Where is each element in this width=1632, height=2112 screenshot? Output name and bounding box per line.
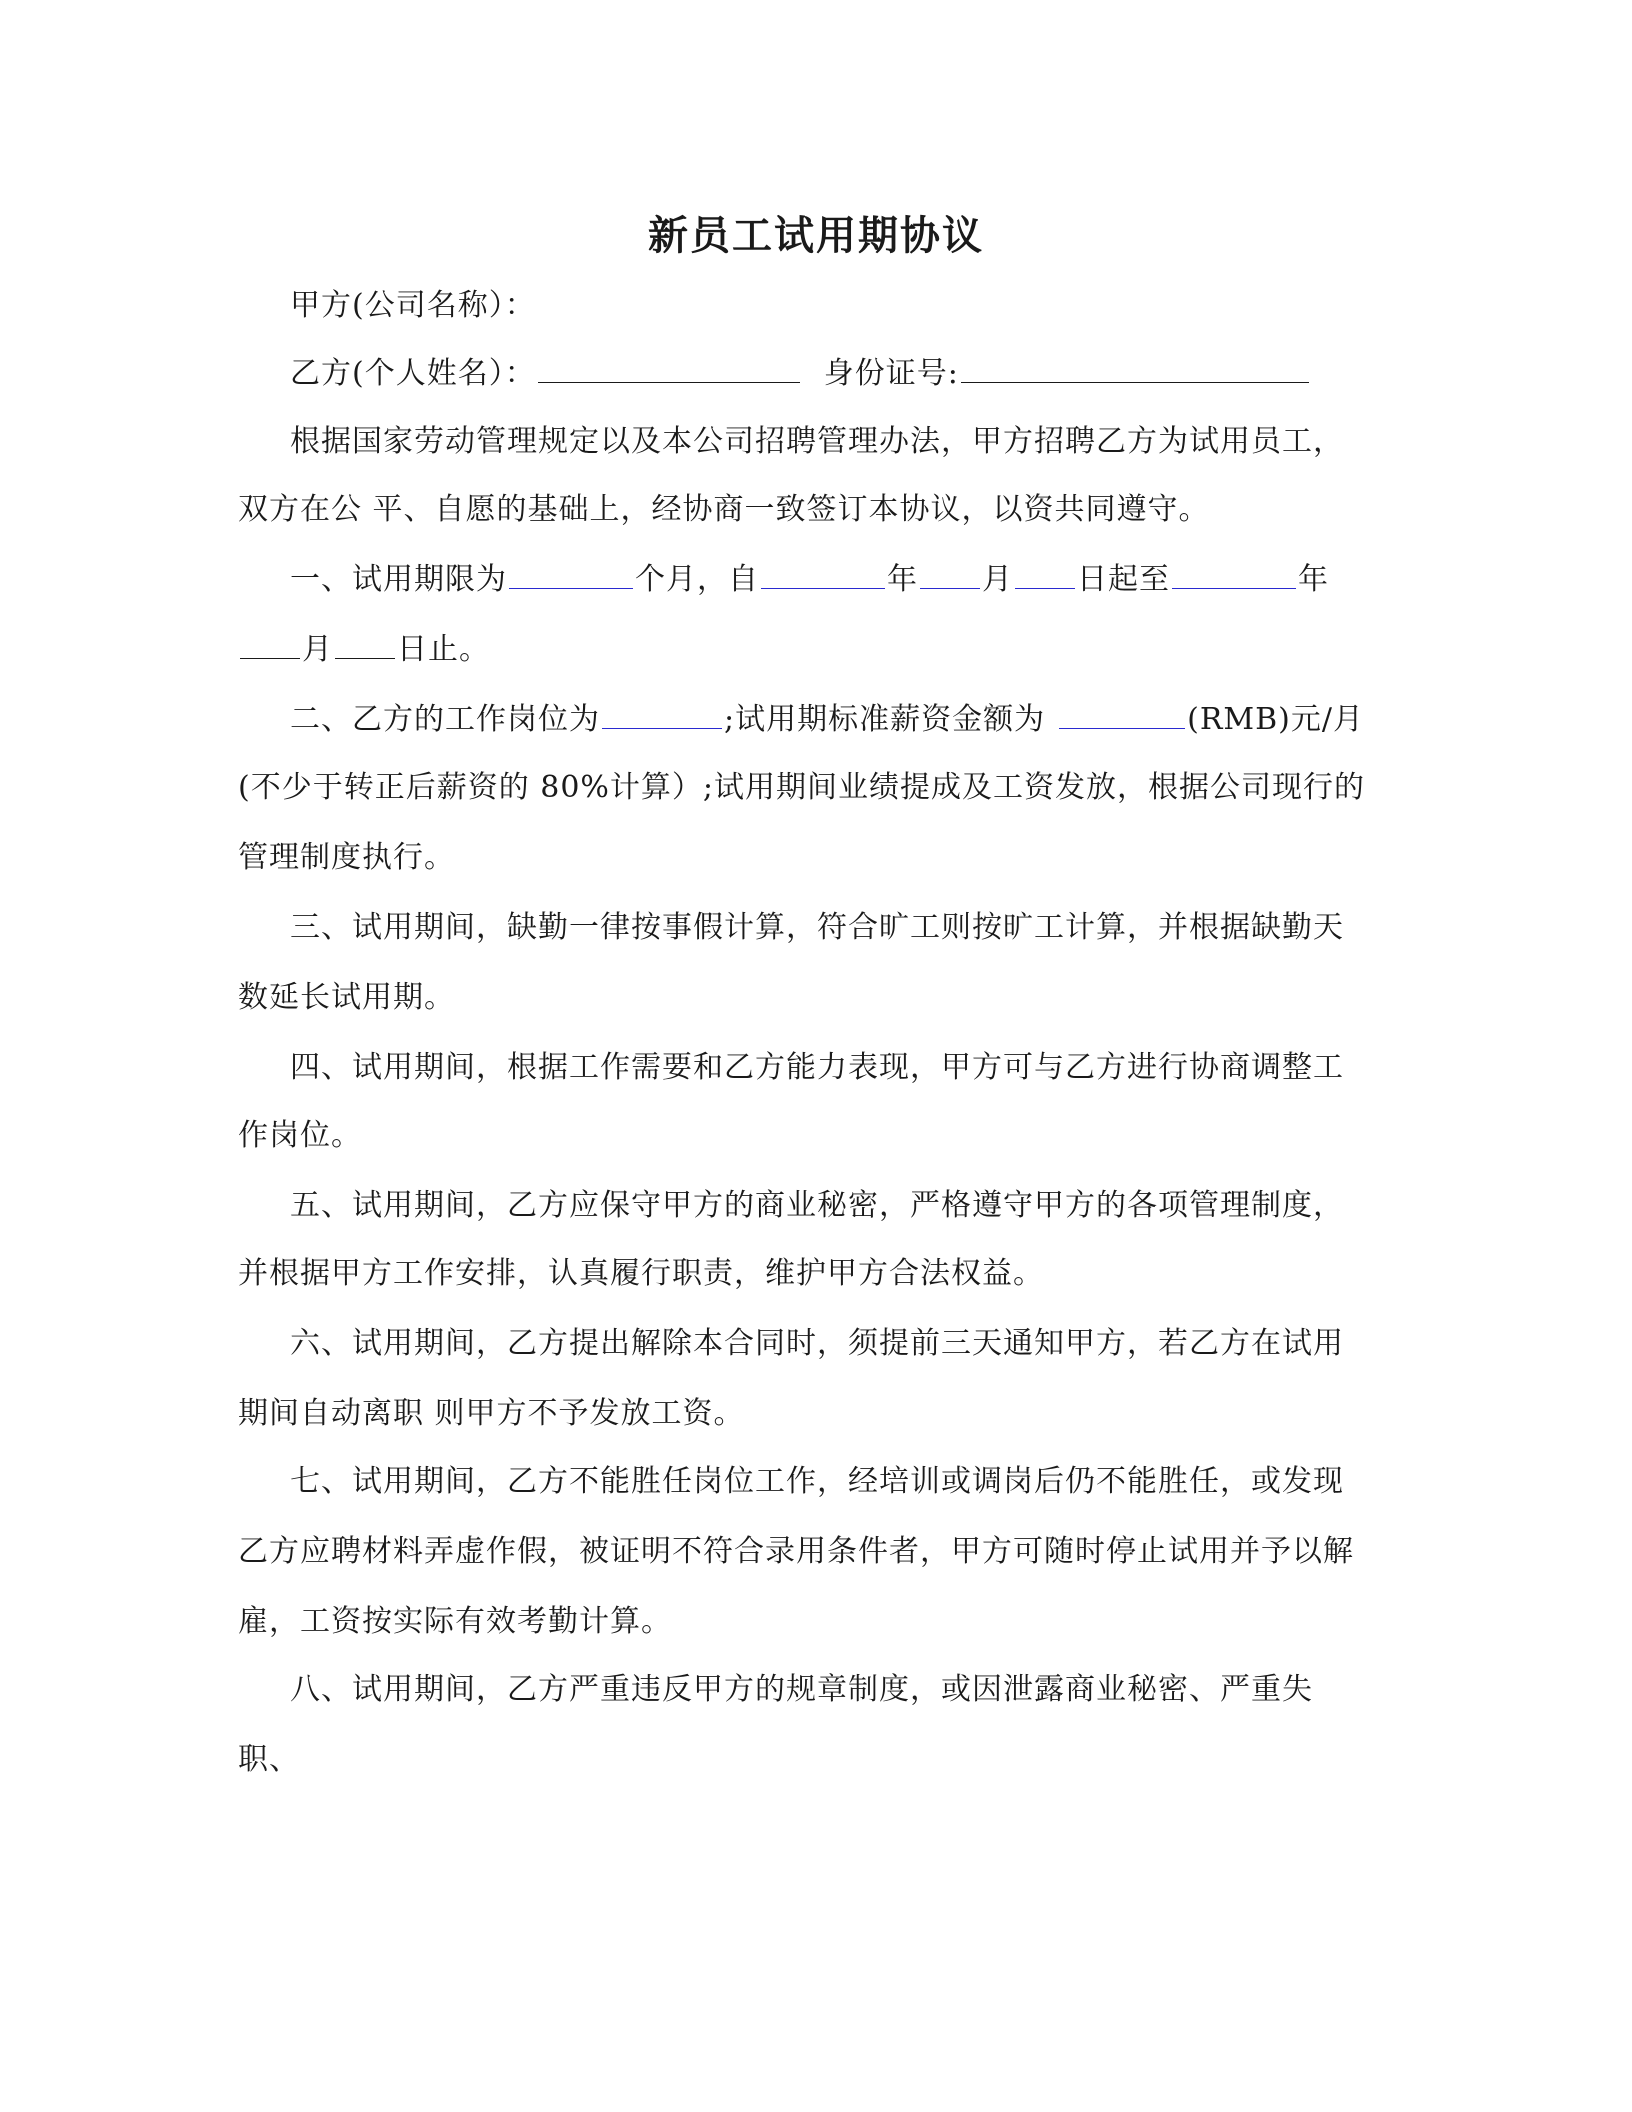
clause-4-line-2: 作岗位。 xyxy=(238,1118,362,1153)
clause-5-line-1: 五、试用期间，乙方应保守甲方的商业秘密，严格遵守甲方的各项管理制度， xyxy=(290,1188,1344,1223)
clause-1-text-b: 个月，自 xyxy=(635,562,759,597)
clause-1-text-c: 年 xyxy=(887,562,918,597)
clause-3-line-2: 数延长试用期。 xyxy=(238,980,455,1015)
clause-1-text-a: 一、试用期限为 xyxy=(290,562,507,597)
clause-6-line-1: 六、试用期间，乙方提出解除本合同时，须提前三天通知甲方，若乙方在试用 xyxy=(290,1326,1344,1361)
trial-months-blank[interactable] xyxy=(509,558,633,589)
clause-2-line-3: 管理制度执行。 xyxy=(238,840,455,875)
clause-4-line-1: 四、试用期间，根据工作需要和乙方能力表现，甲方可与乙方进行协商调整工 xyxy=(290,1050,1344,1085)
end-day-blank[interactable] xyxy=(335,628,395,659)
start-day-blank[interactable] xyxy=(1015,558,1075,589)
preamble-line-1: 根据国家劳动管理规定以及本公司招聘管理办法，甲方招聘乙方为试用员工， xyxy=(290,424,1344,459)
party-b-id-blank[interactable] xyxy=(961,352,1309,383)
clause-7-line-3: 雇，工资按实际有效考勤计算。 xyxy=(238,1604,672,1639)
end-month-blank[interactable] xyxy=(240,628,300,659)
party-b-line xyxy=(290,352,1311,396)
clause-1-text-f: 年 xyxy=(1298,562,1329,597)
clause-1-text-h: 日止。 xyxy=(397,632,490,667)
party-a-label: 甲方(公司名称）： xyxy=(290,288,536,323)
clause-1-line-2 xyxy=(238,628,490,672)
party-b-label: 乙方(个人姓名）： xyxy=(290,356,536,391)
party-b-name-blank[interactable] xyxy=(538,352,800,383)
start-month-blank[interactable] xyxy=(920,558,980,589)
clause-7-line-1: 七、试用期间，乙方不能胜任岗位工作，经培训或调岗后仍不能胜任，或发现 xyxy=(290,1464,1344,1499)
clause-1-line-1 xyxy=(290,558,1329,602)
clause-8-line-2: 职、 xyxy=(238,1742,300,1777)
clause-2-line-2: (不少于转正后薪资的 80%计算）;试用期间业绩提成及工资发放，根据公司现行的 xyxy=(238,770,1366,805)
clause-2-text-c: (RMB)元/月 xyxy=(1187,702,1364,737)
clause-7-line-2: 乙方应聘材料弄虚作假，被证明不符合录用条件者，甲方可随时停止试用并予以解 xyxy=(238,1534,1354,1569)
preamble-line-2: 双方在公 平、自愿的基础上，经协商一致签订本协议，以资共同遵守。 xyxy=(238,492,1210,527)
salary-amount-blank[interactable] xyxy=(1059,698,1185,729)
party-a-line xyxy=(290,284,536,328)
clause-1-text-g: 月 xyxy=(302,632,333,667)
clause-3-line-1: 三、试用期间，缺勤一律按事假计算，符合旷工则按旷工计算，并根据缺勤天 xyxy=(290,910,1344,945)
end-year-blank[interactable] xyxy=(1172,558,1296,589)
clause-5-line-2: 并根据甲方工作安排，认真履行职责，维护甲方合法权益。 xyxy=(238,1256,1044,1291)
clause-2-text-b: ;试用期标准薪资金额为 xyxy=(724,702,1046,737)
clause-1-text-d: 月 xyxy=(982,562,1013,597)
clause-8-line-1: 八、试用期间，乙方严重违反甲方的规章制度，或因泄露商业秘密、严重失 xyxy=(290,1672,1313,1707)
clause-1-text-e: 日起至 xyxy=(1077,562,1170,597)
job-position-blank[interactable] xyxy=(602,698,722,729)
clause-2-text-a: 二、乙方的工作岗位为 xyxy=(290,702,600,737)
clause-2-line-1 xyxy=(290,698,1364,742)
start-year-blank[interactable] xyxy=(761,558,885,589)
clause-6-line-2: 期间自动离职 则甲方不予发放工资。 xyxy=(238,1396,745,1431)
document-title: 新员工试用期协议 xyxy=(648,212,984,259)
party-b-id-label: 身份证号: xyxy=(823,356,959,391)
